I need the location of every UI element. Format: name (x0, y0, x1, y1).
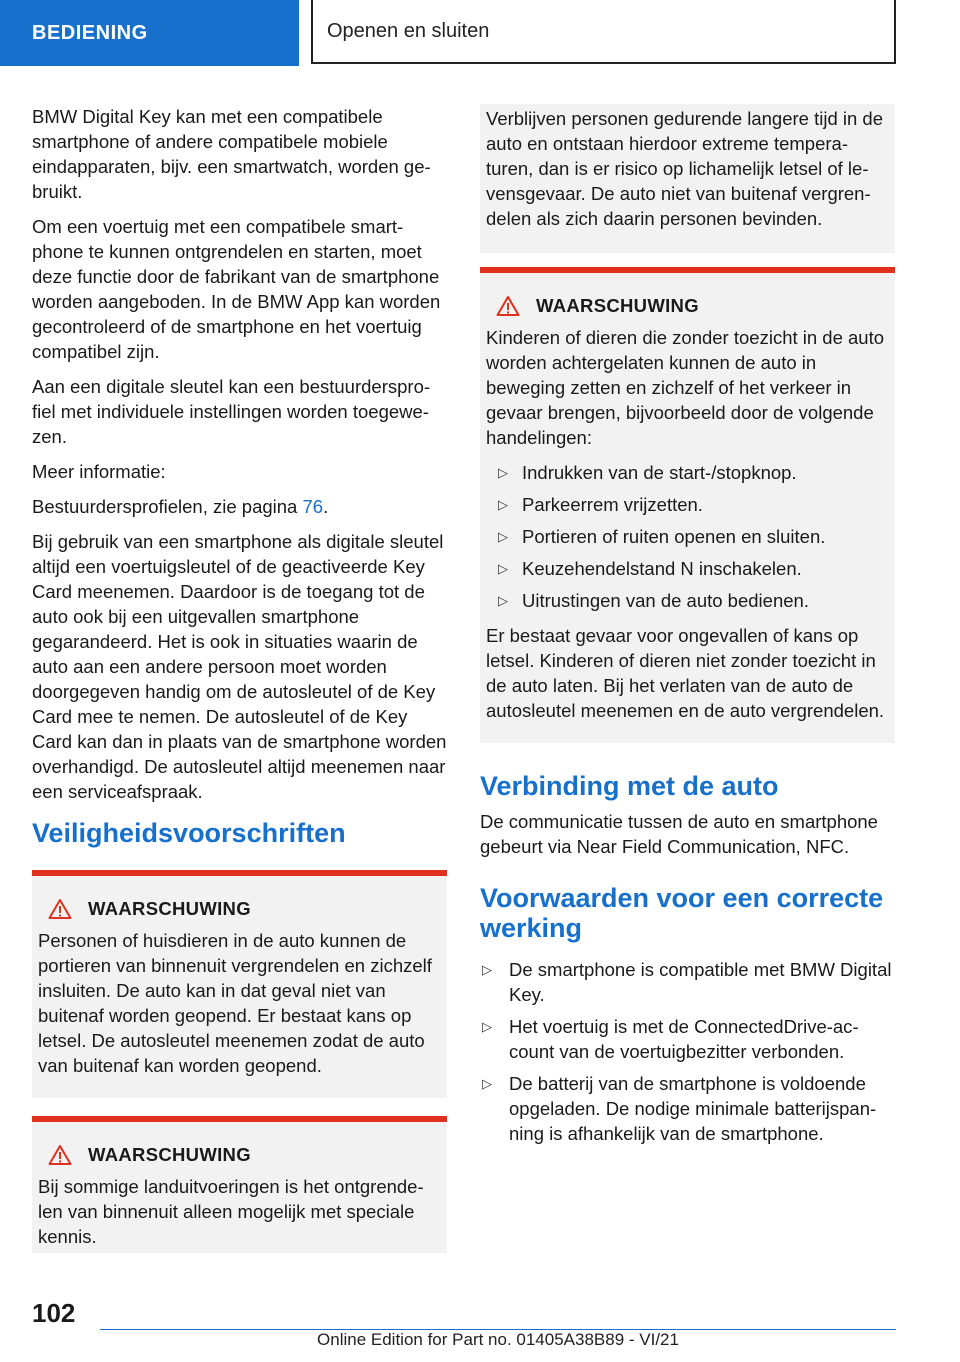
warning-box (480, 267, 895, 743)
paragraph: Aan een digitale sleutel kan een bestuurdersprofiel met individuele instellingen worden toegewezen. (32, 376, 431, 447)
warning-title: WAARSCHUWING (48, 898, 441, 920)
triangle-bullet-icon: ▷ (482, 1076, 492, 1091)
list-item: ▷ Uitrustingen van de auto bedienen. (498, 590, 809, 611)
triangle-bullet-icon: ▷ (482, 962, 492, 977)
paragraph: De communicatie tussen de auto en smartphone gebeurt via Near Field Communication, NFC. (480, 811, 878, 857)
chapter-header (311, 0, 896, 64)
warning-triangle-icon (48, 898, 72, 920)
warning-text: Personen of huisdieren in de auto kunnen de portieren van binnenuit vergrendelen en zichzelf insluiten. De auto kan in dat geval niet van buitenaf worden geopend. Er bestaat kans op letsel. De autosleutel meenemen zodat de auto van buitenaf kan worden geopend. (38, 930, 432, 1076)
warning-box (32, 1116, 447, 1253)
list-item: ▷ Portieren of ruiten openen en sluiten. (498, 526, 826, 547)
warning-list (486, 460, 889, 613)
list-item: ▷ Keuzehendelstand N inschakelen. (498, 558, 802, 579)
warning-title: WAARSCHUWING (496, 295, 889, 317)
list-item: ▷ De smartphone is compatible met BMW Digital Key. (482, 959, 892, 1005)
warning-text: Kinderen of dieren die zonder toezicht in de auto worden achtergelaten kunnen de auto in beweging zetten en zichzelf of het verkeer in gevaar brengen, bijvoorbeeld door de volgende handelingen: (486, 327, 885, 448)
triangle-bullet-icon: ▷ (482, 1019, 492, 1034)
list-item: ▷ Parkeerrem vrijzetten. (498, 494, 703, 515)
triangle-bullet-icon: ▷ (498, 593, 508, 608)
paragraph: Bij gebruik van een smartphone als digitale sleutel altijd een voertuigsleutel of de geactiveerde Key Card meenemen. Daardoor is de toegang tot de auto ook bij een uitgevallen smartphone gegarandeerd. Het is ook in situaties waarin de auto aan een andere persoon moet worden doorgegeven handig om de autosleutel of de Key Card mee te nemen. De autosleutel of de Key Card kan dan in plaats van de smartphone worden overhandigd. De autosleutel altijd meenemen naar een serviceafspraak. (32, 531, 447, 802)
section-heading: Voorwaarden voor een correcte werking (480, 883, 884, 943)
list-item: ▷ Het voertuig is met de ConnectedDrive-account van de voertuigbezitter verbonden. (482, 1016, 859, 1062)
section-heading: Veiligheidsvoorschriften (32, 818, 346, 848)
reference-end: . (323, 496, 329, 517)
requirements-list (480, 957, 895, 1146)
paragraph: Meer informatie: (32, 461, 166, 482)
page-number: 102 (32, 1298, 76, 1328)
list-item: ▷ De batterij van de smartphone is voldoende opgeladen. De nodige minimale batterijspanning is afhankelijk van de smartphone. (482, 1073, 877, 1144)
reference-text: Bestuurdersprofielen, zie pagina (32, 496, 303, 517)
list-item: ▷ Indrukken van de start-/stopknop. (498, 462, 797, 483)
triangle-bullet-icon: ▷ (498, 561, 508, 576)
reference-paragraph (32, 494, 447, 519)
warning-triangle-icon (496, 295, 520, 317)
right-column (480, 104, 895, 1156)
section-tab (0, 0, 299, 66)
warning-triangle-icon (48, 1144, 72, 1166)
warning-continuation-box (480, 104, 895, 253)
warning-text: Er bestaat gevaar voor ongevallen of kans op letsel. Kinderen of dieren niet zonder toezicht in de auto laten. Bij het verlaten van de auto de autosleutel meenemen en de auto vergrendelen. (486, 625, 885, 721)
chapter-title: Openen en sluiten (327, 19, 490, 42)
paragraph: BMW Digital Key kan met een compatibele smartphone of andere compatibele mobiele eindapparaten, bijv. een smartwatch, worden gebruikt. (32, 106, 431, 202)
triangle-bullet-icon: ▷ (498, 497, 508, 512)
triangle-bullet-icon: ▷ (498, 529, 508, 544)
warning-text: Bij sommige landuitvoeringen is het ontgrendelen van binnenuit alleen mogelijk met speciale kennis. (38, 1176, 424, 1247)
page-link[interactable]: 76 (302, 496, 324, 517)
triangle-bullet-icon: ▷ (498, 465, 508, 480)
section-title: BEDIENING (32, 21, 148, 44)
warning-text: Verblijven personen gedurende langere tijd in de auto en ontstaan hierdoor extreme temperaturen, dan is er risico op lichamelijk letsel of levensgevaar. De auto niet van buitenaf vergrendelen als zich daarin personen bevinden. (486, 108, 884, 229)
warning-box (32, 870, 447, 1098)
left-column (32, 104, 447, 1271)
section-heading: Verbinding met de auto (480, 771, 779, 801)
footer-edition: Online Edition for Part no. 01405A38B89 - VI/21 (317, 1330, 679, 1349)
paragraph: Om een voertuig met een compatibele smartphone te kunnen ontgrendelen en starten, moet deze functie door de fabrikant van de smartphone worden aangeboden. In de BMW App kan worden gecontroleerd of de smartphone en het voertuig compatibel zijn. (32, 216, 441, 362)
warning-title: WAARSCHUWING (48, 1144, 441, 1166)
